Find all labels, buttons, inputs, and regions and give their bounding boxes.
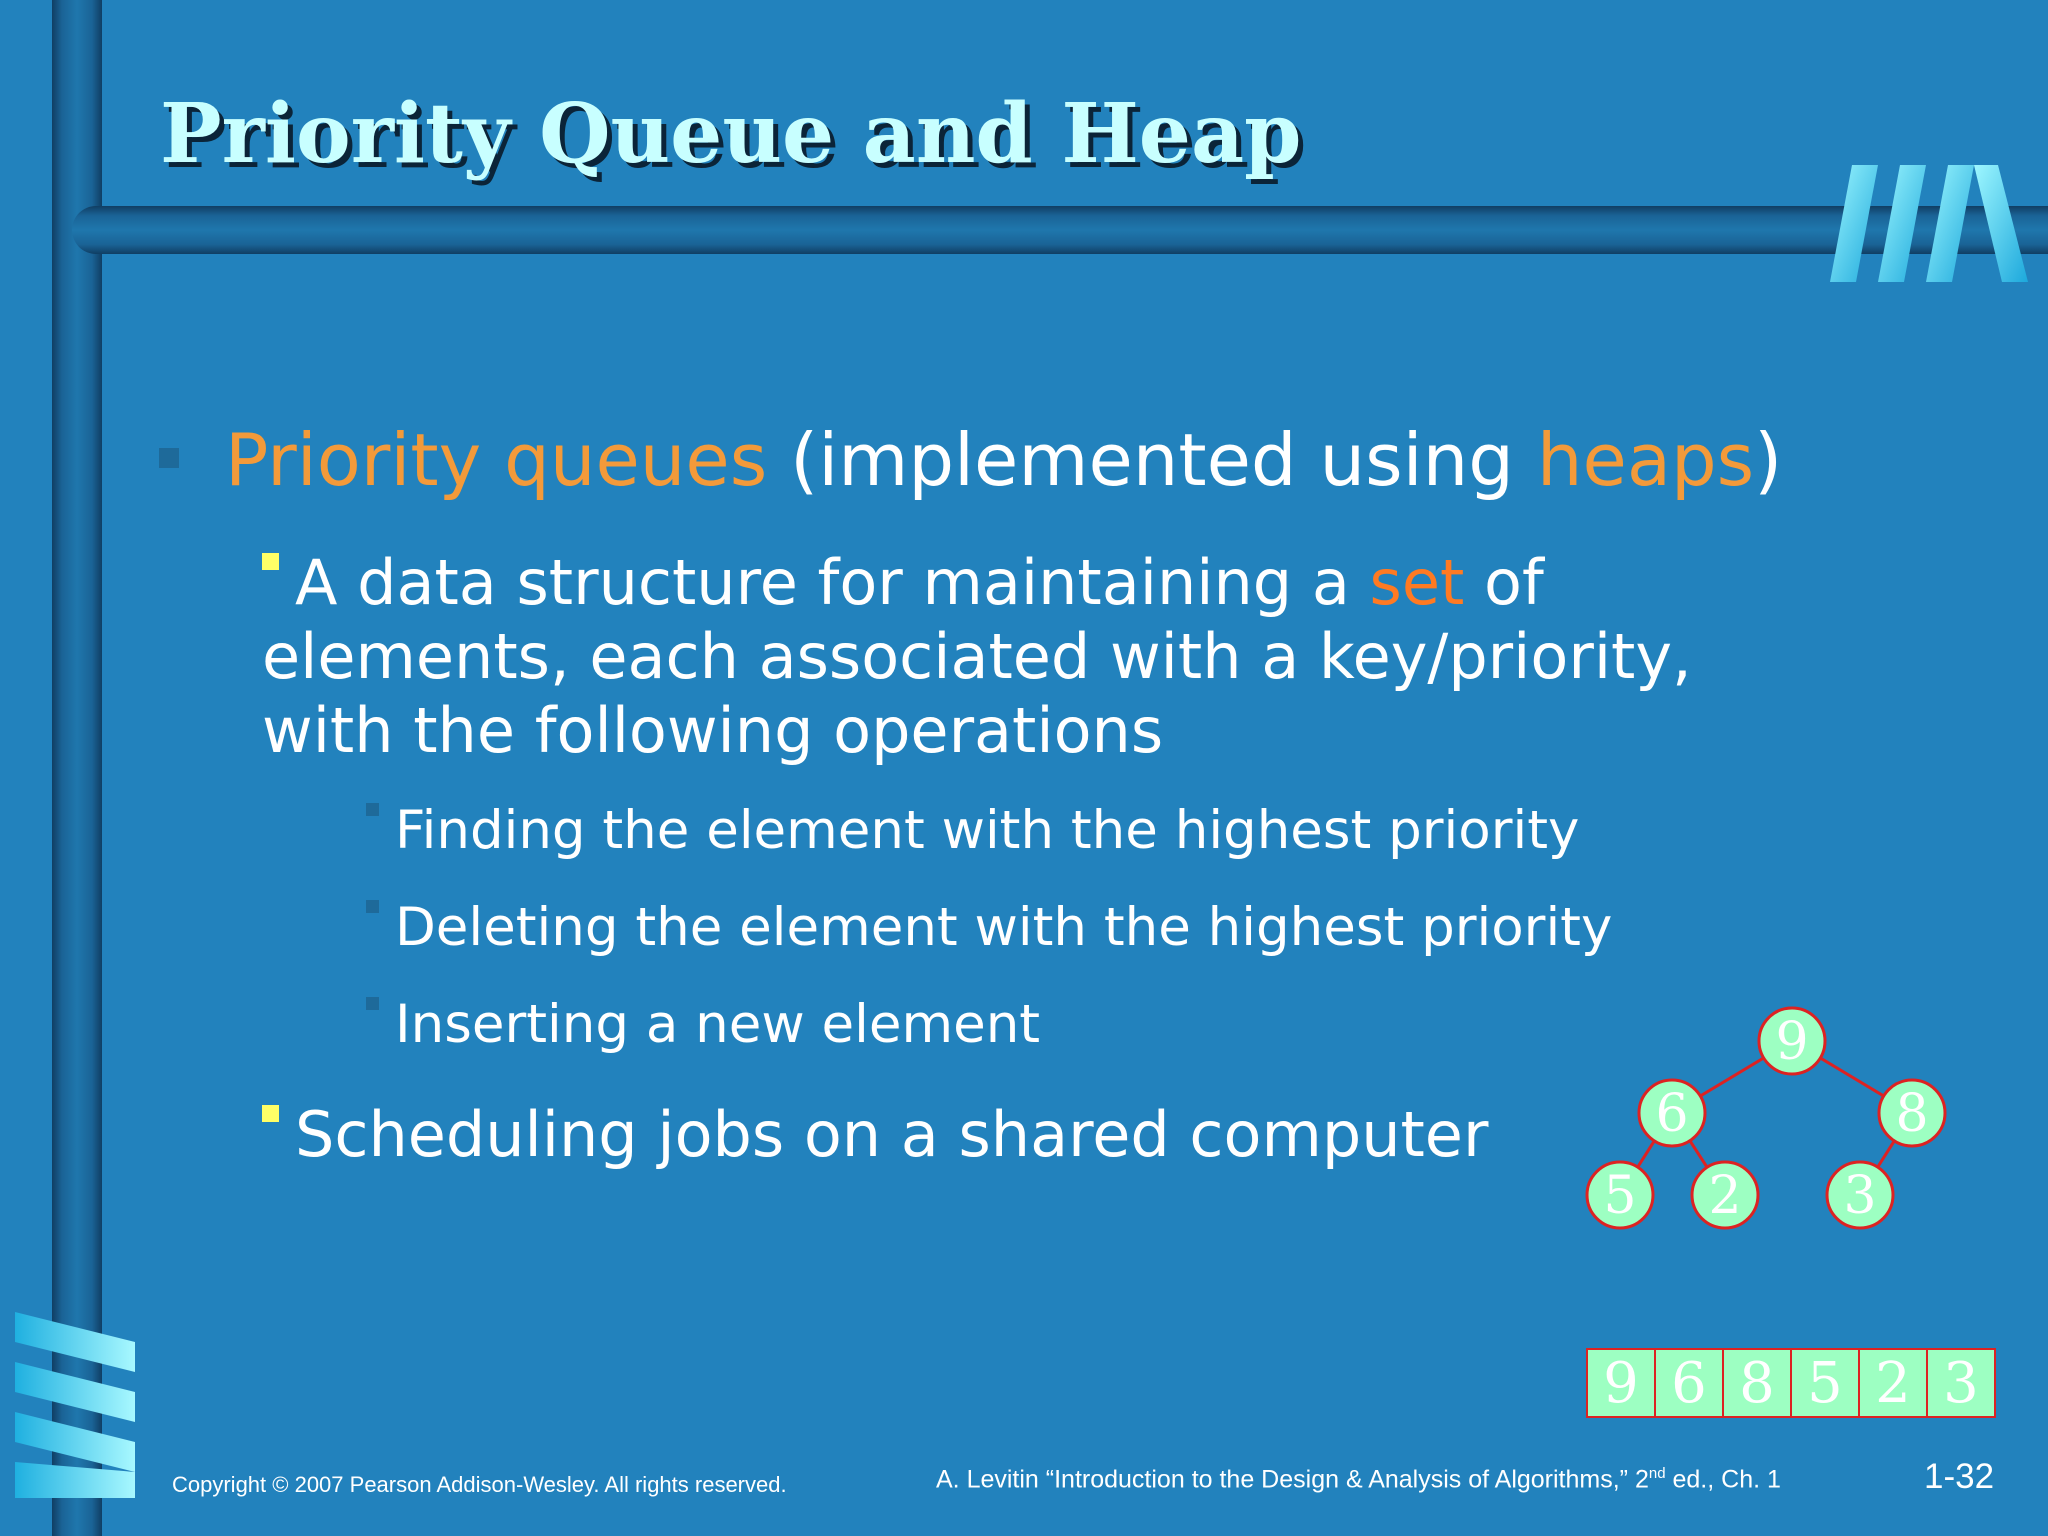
tree-node-label: 5 (1603, 1166, 1637, 1226)
bullet-scheduling (262, 1098, 1488, 1172)
array-cell: 6 (1654, 1350, 1722, 1416)
array-cell: 2 (1858, 1350, 1926, 1416)
scheduling-text: Scheduling jobs on a shared computer (295, 1098, 1489, 1171)
set-term: set (1369, 546, 1465, 619)
operation-text: Deleting the element with the highest priority (395, 897, 1613, 958)
bullet1-close: ) (1754, 418, 1783, 502)
citation-text: A. Levitin “Introduction to the Design & Analysis of Algorithms,” 2 (936, 1465, 1649, 1494)
operation-text: Inserting a new element (395, 994, 1041, 1055)
bullet-square-icon (366, 803, 379, 816)
bullet-square-icon (159, 448, 179, 468)
book-citation (936, 1465, 1781, 1494)
bullet-data-structure (262, 546, 1692, 768)
definition-line-1c: of (1464, 546, 1544, 619)
bullet-square-icon (262, 1105, 279, 1122)
tree-node-label: 6 (1655, 1084, 1689, 1144)
bullet-square-icon (366, 900, 379, 913)
operation-text: Finding the element with the highest priority (395, 800, 1580, 861)
citation-text-end: ed., Ch. 1 (1665, 1465, 1781, 1494)
definition-line-1a: A data structure for maintaining a (295, 546, 1370, 619)
copyright-notice: Copyright © 2007 Pearson Addison-Wesley. All rights reserved. (172, 1472, 787, 1497)
array-cell: 3 (1926, 1350, 1994, 1416)
corner-stripes-icon (0, 1310, 150, 1500)
bullet-square-icon (262, 553, 279, 570)
operation-item (366, 994, 1040, 1055)
bullet1-text: (implemented using (767, 418, 1537, 502)
operation-item (366, 897, 1612, 958)
publisher-logo-icon (1830, 160, 2030, 285)
bullet-square-icon (366, 997, 379, 1010)
tree-node-label: 9 (1775, 1012, 1809, 1072)
heap-array (1586, 1348, 1996, 1418)
definition-line-3: with the following operations (262, 694, 1164, 767)
page-number: 1-32 (1924, 1457, 1995, 1496)
definition-line-2: elements, each associated with a key/priority, (262, 620, 1692, 693)
title-frame-bar (72, 206, 2048, 254)
slide-title: Priority Queue and Heap (160, 86, 1302, 182)
array-cell: 5 (1790, 1350, 1858, 1416)
bullet-priority-queues (225, 418, 1782, 502)
tree-node-label: 8 (1895, 1084, 1929, 1144)
citation-superscript: nd (1648, 1465, 1666, 1482)
heap-tree-diagram (1570, 995, 2030, 1235)
heaps-term: heaps (1536, 418, 1755, 502)
priority-queues-term: Priority queues (225, 418, 768, 502)
tree-node-label: 2 (1708, 1166, 1742, 1226)
array-cell: 8 (1722, 1350, 1790, 1416)
tree-node-label: 3 (1843, 1166, 1877, 1226)
array-cell: 9 (1588, 1350, 1654, 1416)
operation-item (366, 800, 1579, 861)
